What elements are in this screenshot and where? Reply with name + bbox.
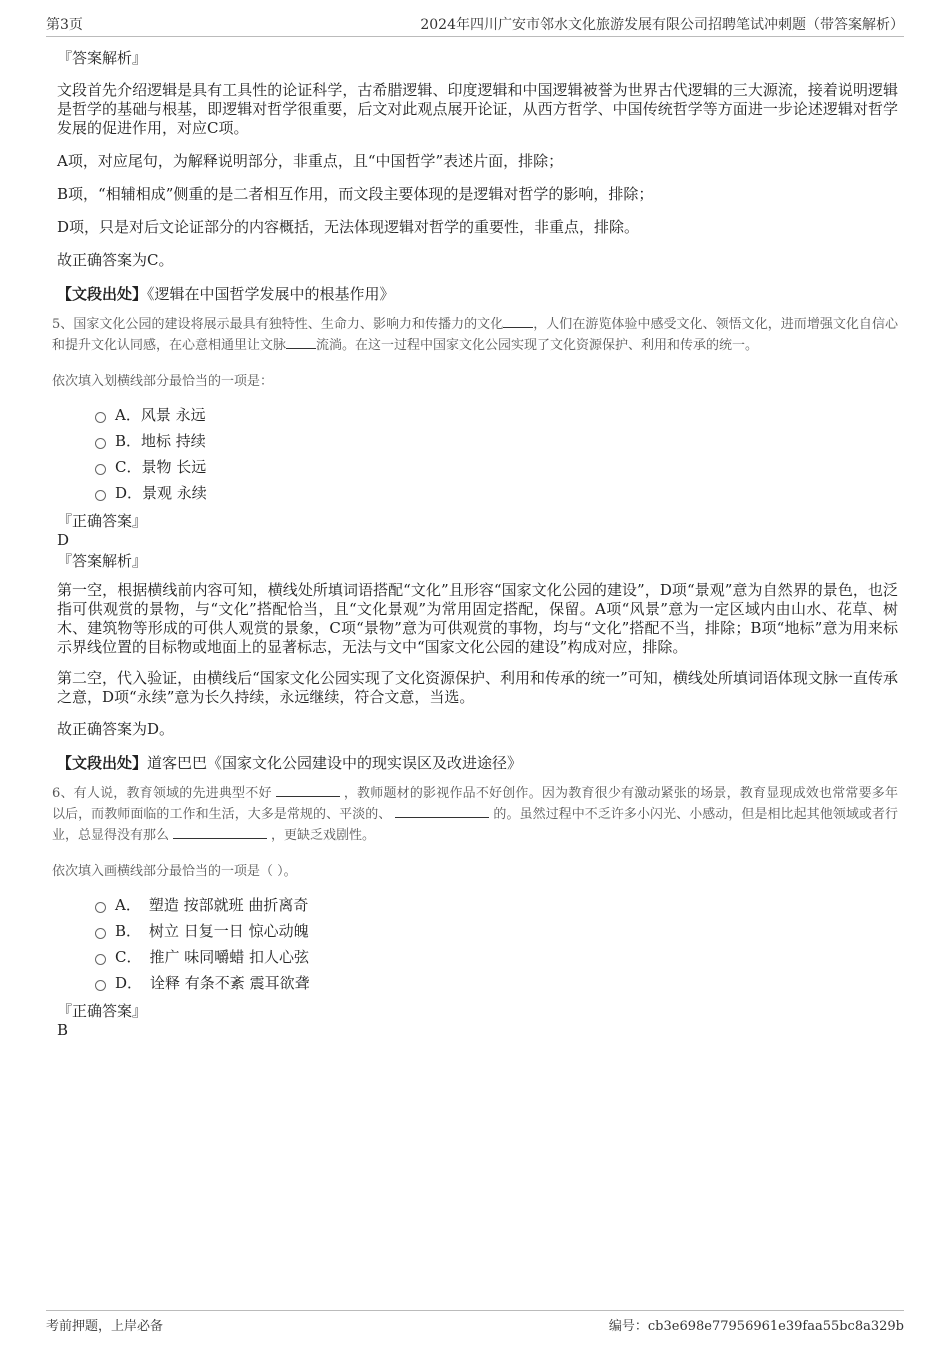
page-number: 第3页 [46, 17, 83, 33]
radio-icon[interactable] [95, 954, 106, 965]
source-line [57, 283, 898, 304]
source-label: 【文段出处】 [57, 754, 148, 772]
document-code: 编号：cb3e698e77956961e39faa55bc8a329b [608, 1319, 904, 1334]
page-content [52, 46, 898, 1039]
correct-answer-label: 『正确答案』 [57, 512, 148, 530]
analysis-label: 『答案解析』 [57, 49, 148, 67]
correct-answer: D [57, 531, 70, 549]
document-title: 2024年四川广安市邻水文化旅游发展有限公司招聘笔试冲刺题（带答案解析） [420, 17, 904, 33]
analysis-paragraph: D项，只是对后文论证部分的内容概括，无法体现逻辑对哲学的重要性，非重点，排除。 [57, 218, 640, 236]
source-line [57, 752, 898, 773]
analysis-paragraph: 第二空，代入验证，由横线后“国家文化公园实现了文化资源保护、利用和传承的统一”可知，横线处所填词语体现文脉一直传承之意，D项“永续”意为长久持续，永远继续，符合文意，当选。 [57, 669, 898, 706]
option-a[interactable]: A． 塑造 按部就班 曲折离奇 [57, 891, 898, 917]
radio-icon[interactable] [95, 980, 106, 991]
option-c[interactable]: C． 推广 味同嚼蜡 扣人心弦 [57, 943, 898, 969]
option-a[interactable]: A． 风景 永远 [57, 401, 898, 427]
analysis-paragraph: 第一空，根据横线前内容可知，横线处所填词语搭配“文化”且形容“国家文化公园的建设”，D项“景观”意为自然界的景色，也泛指可供观赏的景物，与“文化”搭配恰当，且“文化景观”为常用固定搭配，保留。A项“风景”意为一定区域内由山水、花草、树木、建筑物等形成的可供人观赏的景象，C项“景物”意为可供观赏的事物，均与“文化”搭配不当，排除；B项“地标”意为用来标示界线位置的目标物或地面上的显著标志，无法与文中“国家文化公园的建设”构成对应，排除。 [57, 581, 898, 656]
analysis-paragraph: A项，对应尾句，为解释说明部分，非重点，且“中国哲学”表述片面，排除； [57, 152, 564, 170]
option-list [57, 401, 898, 505]
answer-conclusion: 故正确答案为C。 [57, 251, 174, 269]
radio-icon[interactable] [95, 490, 106, 501]
radio-icon[interactable] [95, 438, 106, 449]
answer-conclusion: 故正确答案为D。 [57, 720, 175, 738]
source-text: 《逻辑在中国哲学发展中的根基作用》 [147, 285, 395, 303]
blank-line [173, 825, 267, 839]
question-5-text: 5、国家文化公园的建设将展示最具有独特性、生命力、影响力和传播力的文化 ，人们在游览体验中感受文化、领悟文化，进而增强文化自信心和提升文化认同感，在心意相通里让文脉 流淌。在这一过程中国家文化公园实现了文化资源保护、利用和传承的统一。 [52, 314, 898, 356]
analysis-paragraph: 文段首先介绍逻辑是具有工具性的论证科学，古希腊逻辑、印度逻辑和中国逻辑被誉为世界古代逻辑的三大源流，接着说明逻辑是哲学的基础与根基，即逻辑对哲学很重要，后文对此观点展开论证，从西方哲学、中国传统哲学等方面进一步论述逻辑对哲学发展的促进作用，对应C项。 [57, 81, 898, 137]
question-prompt: 依次填入划横线部分最恰当的一项是： [52, 374, 274, 389]
analysis-paragraph: B项，“相辅相成”侧重的是二者相互作用，而文段主要体现的是逻辑对哲学的影响，排除； [57, 185, 654, 203]
question-6-text: 6、有人说，教育领域的先进典型不好 ，教师题材的影视作品不好创作。因为教育很少有激动紧张的场景，教育显现成效也常常要多年以后，而教师面临的工作和生活，大多是常规的、平淡的、 的。虽然过程中不乏许多小闪光、小感动，但是相比起其他领域或者行业，总显得没有那么 ，更缺乏戏剧性。 [52, 783, 898, 846]
question-prompt: 依次填入画横线部分最恰当的一项是（ ）。 [52, 864, 297, 879]
source-text: 道客巴巴《国家文化公园建设中的现实误区及改进途径》 [147, 754, 523, 772]
radio-icon[interactable] [95, 412, 106, 423]
option-d[interactable]: D． 诠释 有条不紊 震耳欲聋 [57, 969, 898, 995]
radio-icon[interactable] [95, 464, 106, 475]
page-footer [46, 1310, 904, 1337]
blank-line [276, 783, 340, 797]
footer-slogan: 考前押题，上岸必备 [46, 1319, 164, 1334]
option-c[interactable]: C． 景物 长远 [57, 453, 898, 479]
analysis-label: 『答案解析』 [57, 552, 148, 570]
correct-answer: B [57, 1021, 69, 1039]
option-d[interactable]: D． 景观 永续 [57, 479, 898, 505]
blank-line [503, 314, 533, 328]
blank-line [286, 335, 316, 349]
radio-icon[interactable] [95, 902, 106, 913]
option-b[interactable]: B． 树立 日复一日 惊心动魄 [57, 917, 898, 943]
correct-answer-label: 『正确答案』 [57, 1002, 148, 1020]
page-header [46, 12, 904, 37]
blank-line [395, 804, 489, 818]
option-list [57, 891, 898, 995]
source-label: 【文段出处】 [57, 285, 148, 303]
radio-icon[interactable] [95, 928, 106, 939]
option-b[interactable]: B． 地标 持续 [57, 427, 898, 453]
